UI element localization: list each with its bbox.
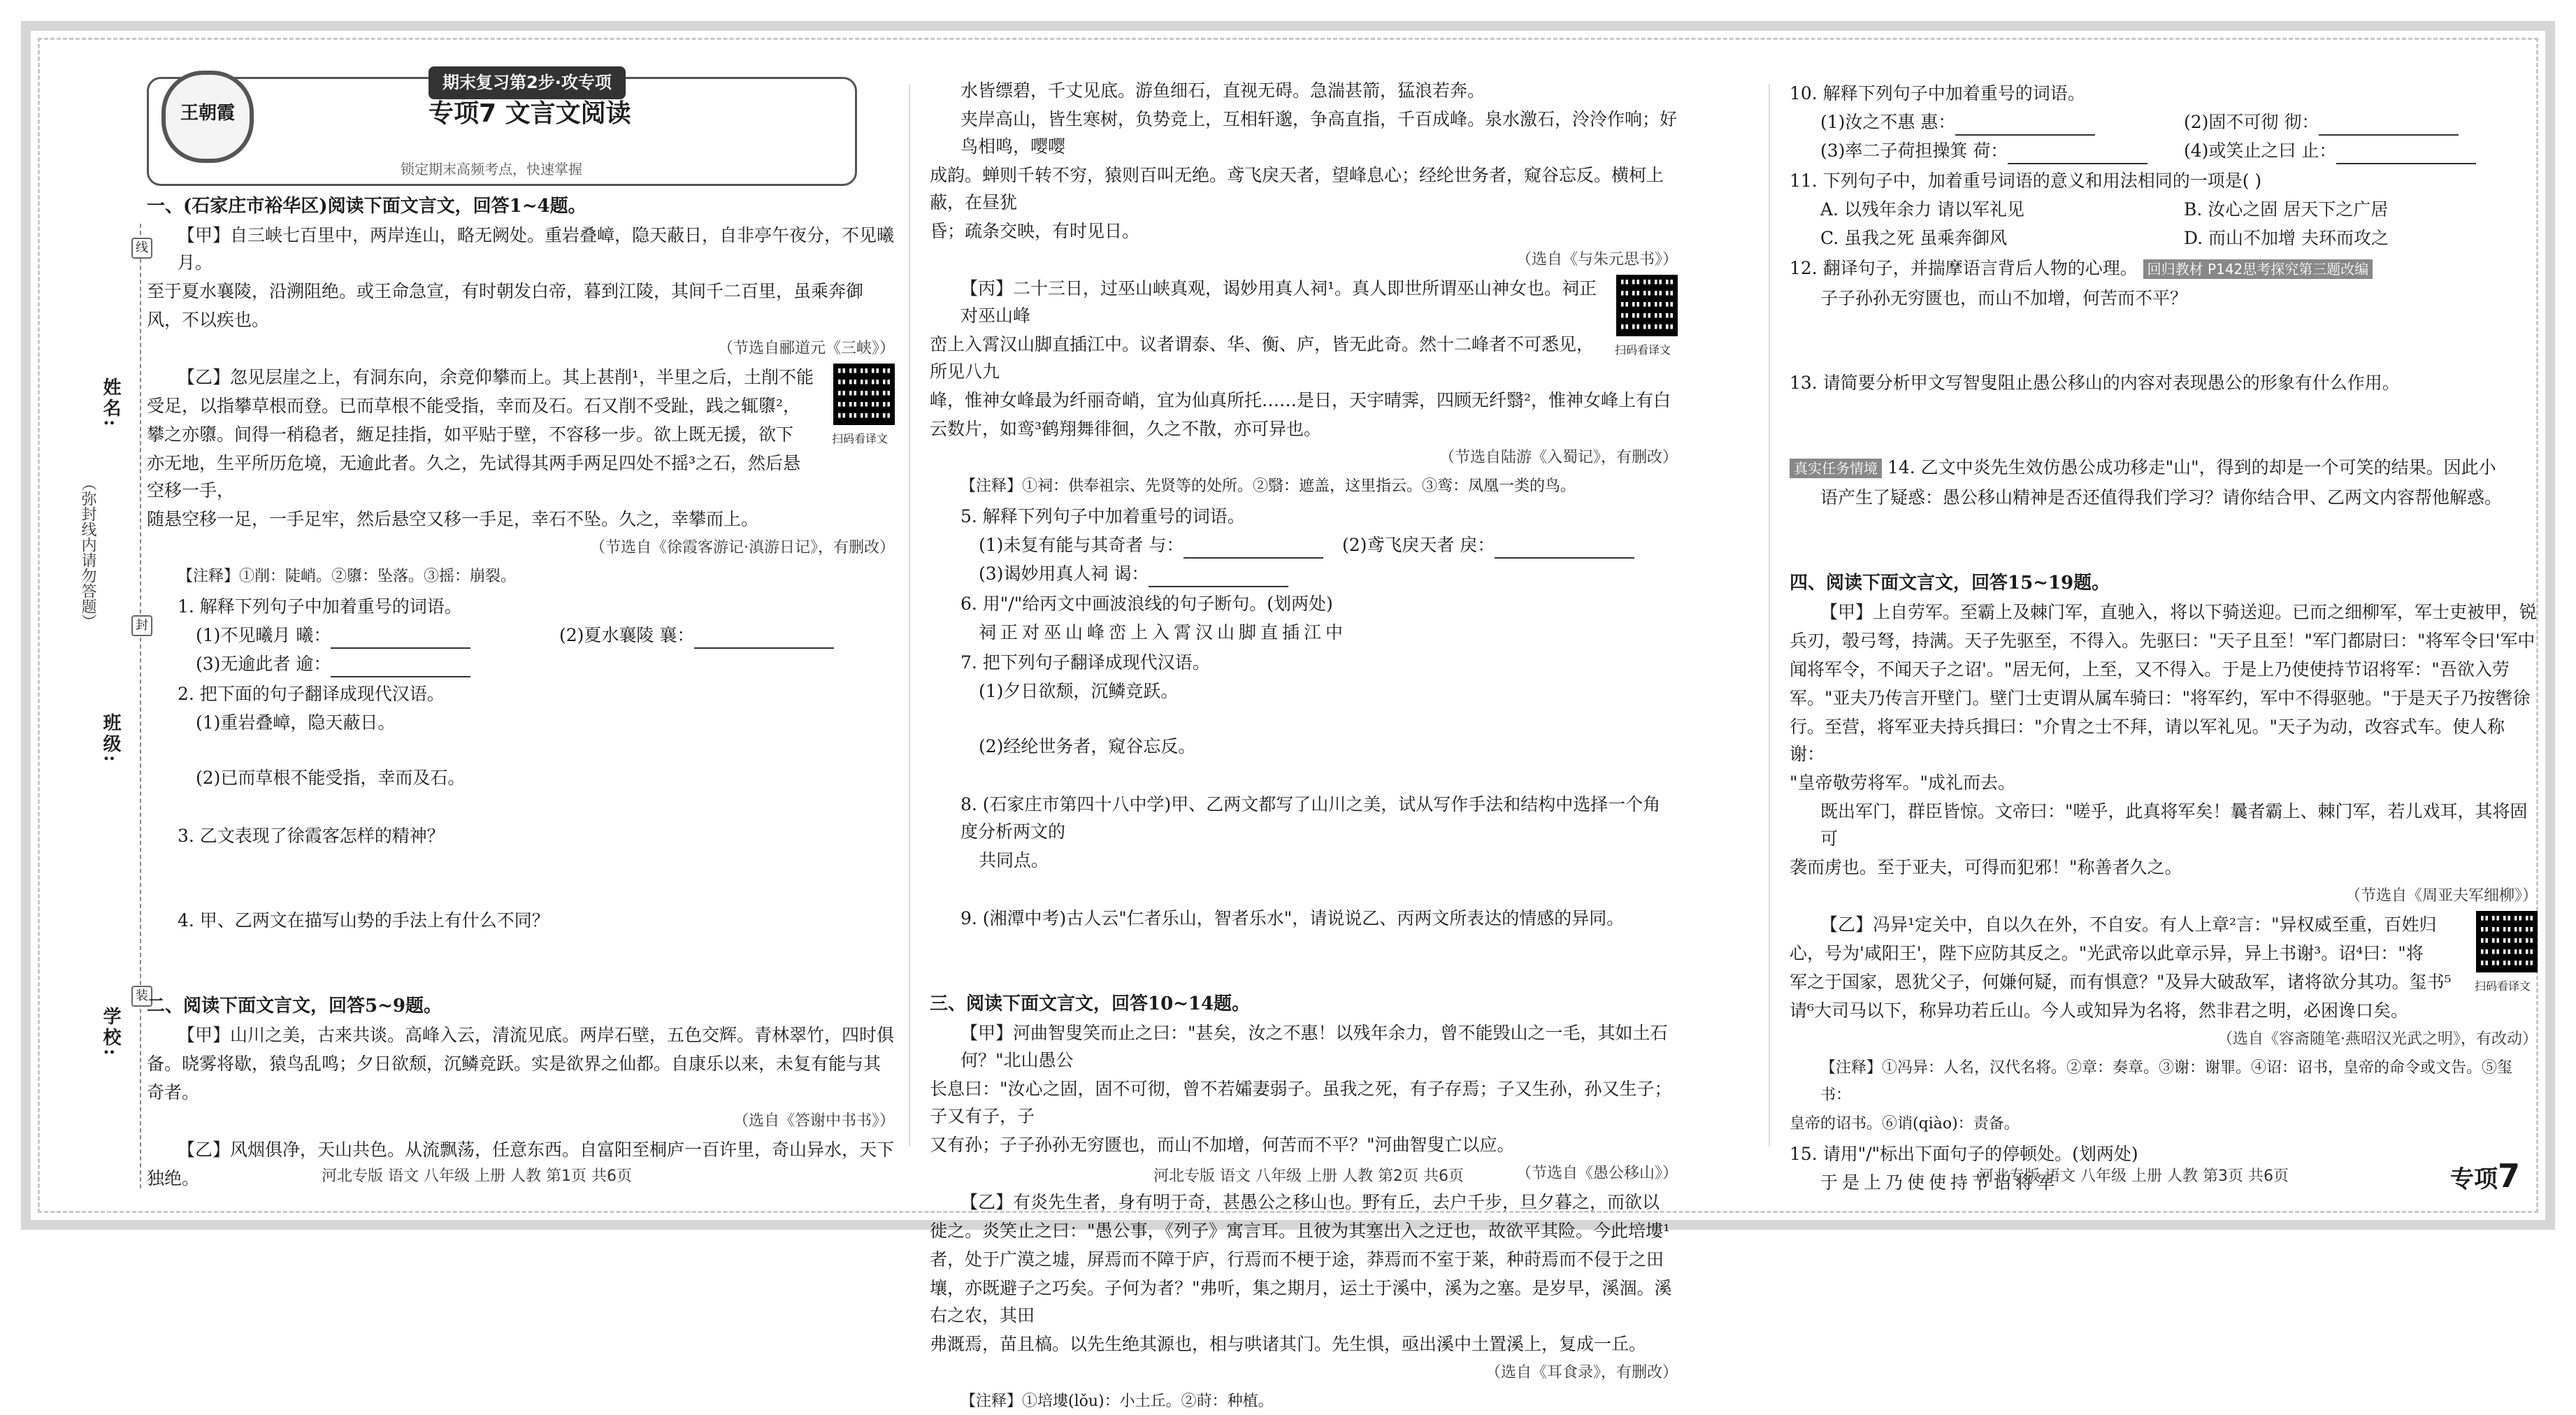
qr-code-block[interactable] (2468, 911, 2538, 1000)
passage-line: 成韵。蝉则千转不穷，猿则百叫无绝。鸢飞戾天者，望峰息心；经纶世务者，窥谷忘反。横柯上蔽，在昼犹 (930, 165, 1664, 213)
passage-line: 壤，亦既避子之巧矣。子何为者？"弗听，集之期月，运土于溪中，溪为之塞。是岁早，溪涸。溪右之农，其田 (930, 1278, 1672, 1326)
source-citation: （选自《耳食录》，有删改） (1485, 1364, 1678, 1381)
question-item: 祠正对巫山峰峦上入霄汉山脚直插江中 (979, 622, 1348, 642)
answer-field: (2)固不可彻 彻： (2184, 112, 2459, 132)
school-label: 学校: (100, 1007, 121, 1058)
answer-space[interactable] (147, 793, 895, 819)
question: 共同点。 (979, 850, 1049, 870)
source-citation: （选自《容斋随笔·燕昭汉光武之明》，有改动） (2217, 1030, 2538, 1048)
passage-line: 【乙】冯异¹定关中，自以久在外，不自安。有人上章²言："异权威至重，百姓归 (1820, 914, 2437, 935)
passage-line: 请⁶大司马以下，称异功若丘山。今人或知异为名将，然非君之明，必困谗口矣。 (1790, 1000, 2409, 1021)
source-citation: （节选自郦道元《三峡》） (717, 340, 895, 357)
passage-line: 风，不以疾也。 (147, 310, 270, 330)
page-footer: 河北专版 语文 八年级 上册 人教 第1页 共6页 (322, 1168, 632, 1185)
column-divider (909, 84, 910, 1147)
question: 1. 解释下列句子中加着重号的词语。 (178, 596, 462, 617)
choice-c[interactable]: C. 虽我之死 虽乘奔御风 (1820, 228, 2008, 248)
section-badge (2450, 1157, 2520, 1195)
question: 9. (湘潭中考)古人云"仁者乐山，智者乐水"，请说说乙、丙两文所表达的情感的异同。 (960, 908, 1625, 928)
question: 4. 甲、乙两文在描写山势的手法上有什么不同？ (178, 910, 549, 931)
passage-line: 云数片，如鸾³鹤翔舞徘徊，久之不散，亦可异也。 (930, 419, 1322, 439)
question-item (1790, 108, 2538, 136)
line-mark: 线 (131, 238, 152, 259)
passage-line: 徙之。炎笑止之曰："愚公事，《列子》寓言耳。且彼为其塞出入之迂也，故欲平其险。今此培塿¹ (930, 1221, 1671, 1241)
annotation-note: 【注释】①削：陡峭。②隳：坠落。③摇：崩裂。 (178, 568, 517, 585)
page-footer: 河北专版 语文 八年级 上册 人教 第2页 共6页 (1153, 1168, 1464, 1185)
choice-row (1790, 224, 2538, 252)
passage-line: 攀之亦隳。间得一稍稳者，緪足挂指，如平贴于壁，不容移一步。欲上既无援，欲下 (147, 424, 794, 445)
passage-line: 独绝。 (147, 1168, 200, 1188)
question-item (930, 531, 1678, 559)
passage-line: 弗溉焉，苗且槁。以先生绝其源也，相与哄诸其门。先生惧，亟出溪中土置溪上，复成一丘。 (930, 1334, 1647, 1354)
section-badge-number: 7 (2498, 1157, 2521, 1195)
passage-line: 又有孙；子子孙孙无穷匮也，而山不加增，何苦而不平？"河曲智叟亡以应。 (930, 1135, 1515, 1155)
question: 13. 请简要分析甲文写智叟阻止愚公移山的内容对表现愚公的形象有什么作用。 (1790, 373, 2400, 393)
answer-space[interactable] (930, 933, 1678, 986)
name-label: 姓名: (100, 378, 121, 429)
question-item: 子子孙孙无穷匮也，而山不加增，何苦而不平？ (1820, 288, 2188, 308)
passage-line: 【丙】二十三日，过巫山峡真观，谒妙用真人祠¹。真人即世所谓巫山神女也。祠正对巫山峰 (960, 278, 1597, 326)
passage-line: 奇者。 (147, 1082, 200, 1102)
answer-field: (3)率二子荷担操箕 荷： (1820, 137, 2184, 164)
question: 15. 请用"/"标出下面句子的停顿处。(划两处) (1790, 1144, 2138, 1164)
binding-margin (35, 84, 148, 1202)
question: 11. 下列句子中，加着重号词语的意义和用法相同的一项是( ) (1790, 171, 2262, 191)
answer-space[interactable] (147, 935, 895, 989)
page-footer: 河北专版 语文 八年级 上册 人教 第3页 共6页 (1978, 1168, 2289, 1185)
answer-space[interactable] (930, 875, 1678, 902)
section-heading: 一、(石家庄市裕华区)阅读下面文言文，回答1~4题。 (147, 196, 587, 217)
answer-space[interactable] (930, 706, 1678, 733)
question-item: (2)已而草根不能受指，幸而及石。 (196, 768, 466, 788)
seal-line (140, 224, 141, 1188)
qr-code-icon[interactable] (2476, 911, 2538, 972)
passage-line: 至于夏水襄陵，沿溯阻绝。或王命急宣，有时朝发白帝，暮到江陵，其间千二百里，虽乘奔御 (147, 281, 864, 301)
class-label: 班级: (100, 713, 121, 765)
question: 3. 乙文表现了徐霞客怎样的精神？ (178, 826, 445, 846)
source-citation: （选自《与朱元思书》） (1516, 251, 1678, 268)
question-item: (1)夕日欲颓，沉鳞竞跃。 (979, 681, 1179, 701)
answer-field: (1)汝之不惠 惠： (1820, 108, 2184, 136)
answer-field: (1)未复有能与其奇者 与： (979, 531, 1342, 559)
answer-field: (2)夏水襄陵 襄： (559, 625, 834, 645)
question-item (1790, 137, 2538, 164)
answer-space[interactable] (147, 851, 895, 904)
question-item: 于是上乃使使持节诏将军 (1820, 1172, 2059, 1193)
source-citation: （节选自《周亚夫军细柳》） (2345, 887, 2538, 905)
answer-field: (2)鸢飞戾天者 戾： (1342, 535, 1634, 555)
choice-row (1790, 196, 2538, 223)
source-citation: （节选自陆游《入蜀记》，有删改） (1439, 449, 1678, 466)
annotation-note: 【注释】①冯异：人名，汉代名将。②章：奏章。③谢：谢罪。④诏：诏书，皇帝的命令或文告。⑤玺书： (1820, 1059, 2513, 1104)
passage-line: 【甲】自三峡七百里中，两岸连山，略无阙处。重岩叠嶂，隐天蔽日，自非亭午夜分，不见曦月。 (178, 225, 895, 273)
passage-line: 【乙】风烟俱净，天山共色。从流飘荡，任意东西。自富阳至桐庐一百许里，奇山异水，天下 (178, 1140, 895, 1160)
passage-line: 长息曰："汝心之固，固不可彻，曾不若孀妻弱子。虽我之死，有子存焉；子又生孙，孙又生子；子又有子，子 (930, 1079, 1672, 1126)
qr-code-icon[interactable] (1616, 275, 1678, 336)
annotation-note: 【注释】①培塿(lǒu)：小土丘。②莳：种植。 (960, 1393, 1274, 1410)
source-citation: （选自《答谢中书书》） (733, 1112, 895, 1130)
textbook-tag: 回归教材 P142思考探究第三题改编 (2143, 259, 2373, 279)
answer-field: (3)无逾此者 逾： (196, 654, 470, 674)
passage-line: "皇帝敬劳将军。"成礼而去。 (1790, 773, 2015, 793)
passage-line: 袭而虏也。至于亚夫，可得而犯邪！"称善者久之。 (1790, 857, 2182, 877)
question: 语产生了疑惑：愚公移山精神是否还值得我们学习？请你结合甲、乙两文内容帮他解惑。 (1820, 487, 2503, 508)
passage-line: 【乙】忽见层崖之上，有洞东向，余竞仰攀而上。其上甚削¹，半里之后，土削不能 (178, 367, 814, 387)
passage-line: 军之于国家，恩犹父子，何嫌何疑，而有惧意？"及异大破敌军，诸将欲分其功。玺书⁵ (1790, 972, 2452, 992)
qr-label: 扫码看译文 (2474, 979, 2531, 993)
question-item: (2)经纶世务者，窥谷忘反。 (979, 736, 1196, 756)
answer-space[interactable] (1790, 512, 2538, 566)
question: 8. (石家庄市第四十八中学)甲、乙两文都写了山川之美，试从写作手法和结构中选择一个角度分析两文的 (960, 794, 1661, 842)
question-item (930, 560, 1678, 587)
section-heading: 三、阅读下面文言文，回答10~14题。 (930, 993, 1251, 1014)
section-header (147, 73, 857, 186)
answer-field: (1)不见曦月 曦： (196, 622, 559, 649)
passage-line: 峦上入霄汉山脚直插江中。议者谓泰、华、衡、庐，皆无此奇。然十二峰者不可悉见，所见八九 (930, 334, 1595, 382)
column-divider (1769, 84, 1770, 1147)
question-item: (1)重岩叠嶂，隐天蔽日。 (196, 712, 396, 733)
qr-label: 扫码看译文 (1614, 343, 1671, 357)
question: 5. 解释下列句子中加着重号的词语。 (960, 506, 1245, 526)
qr-code-block[interactable] (1608, 275, 1678, 364)
passage-line: 【甲】上自劳军。至霸上及棘门军，直驰入，将以下骑送迎。已而之细柳军，军士吏被甲，锐 (1820, 602, 2538, 622)
question (1790, 254, 2538, 283)
section-badge-label: 专项 (2450, 1165, 2498, 1193)
question-text: 12. 翻译句子，并揣摩语言背后人物的心理。 (1790, 258, 2138, 278)
passage-line: 【甲】山川之美，古来共谈。高峰入云，清流见底。两岸石壁，五色交辉。青林翠竹，四时俱 (178, 1025, 895, 1045)
question: 2. 把下面的句子翻译成现代汉语。 (178, 684, 445, 704)
answer-field: (4)或笑止之曰 止： (2184, 141, 2476, 161)
passage-line: 军。"亚夫乃传言开壁门。壁门士吏谓从属车骑曰："将军约，军中不得驱驰。"于是天子乃按辔徐 (1790, 688, 2531, 708)
answer-space[interactable] (147, 738, 895, 764)
question-item (147, 622, 895, 649)
passage-line: 水皆缥碧，千丈见底。游鱼细石，直视无碍。急湍甚箭，猛浪若奔。 (960, 80, 1485, 101)
source-citation: （节选自《徐霞客游记·滇游日记》，有删改） (590, 539, 895, 556)
answer-space[interactable] (1790, 313, 2538, 366)
section-heading: 二、阅读下面文言文，回答5~9题。 (147, 996, 442, 1017)
question-text: 14. 乙文中炎先生效仿愚公成功移走"山"，得到的却是一个可笑的结果。因此小 (1887, 457, 2496, 477)
choice-d[interactable]: D. 而山不加增 夫环而攻之 (2184, 228, 2389, 248)
passage-line: 亦无地，生平所历危境，无逾此者。久之，先试得其两手两足四处不摇³之石，然后悬空移一手， (147, 453, 801, 501)
question: 10. 解释下列句子中加着重号的词语。 (1790, 83, 2085, 103)
question (1790, 454, 2538, 482)
passage-line: 备。晓雾将歇，猿鸟乱鸣；夕日欲颓，沉鳞竞跃。实是欲界之仙都。自康乐以来，未复有能与其 (147, 1054, 882, 1074)
bind-mark: 装 (131, 986, 152, 1007)
task-tag: 真实任务情境 (1790, 459, 1882, 478)
review-tag: 期末复习第2步·攻专项 (429, 66, 626, 99)
passage-line: 心，号为'咸阳王'，陛下应防其反之。"光武帝以此章示异，异上书谢³。诏⁴曰："将 (1790, 943, 2424, 963)
annotation-note: 【注释】①祠：供奉祖宗、先贤等的处所。②翳：遮盖，这里指云。③鸾：凤凰一类的鸟。 (960, 477, 1576, 495)
page-subtitle: 锁定期末高频考点，快速掌握 (401, 161, 582, 178)
qr-code-block[interactable] (825, 364, 895, 452)
passage-line: 【乙】有炎先生者，身有明于奇，甚愚公之移山也。野有丘，去户千步，旦夕暮之，而欲以 (960, 1192, 1660, 1212)
passage-line: 昏；疏条交映，有时见日。 (930, 221, 1140, 241)
annotation-note: 皇帝的诏书。⑥诮(qiào)：责备。 (1790, 1115, 2020, 1133)
qr-label: 扫码看译文 (831, 432, 888, 445)
passage-line: 【甲】河曲智叟笑而止之曰："甚矣，汝之不惠！以残年余力，曾不能毁山之一毛，其如土石何？"北山愚公 (960, 1023, 1668, 1070)
seal-mark: 封 (131, 615, 152, 636)
qr-code-icon[interactable] (833, 364, 895, 425)
brand-logo: 王朝霞 (161, 71, 254, 163)
answer-space[interactable] (930, 761, 1678, 788)
question: 6. 用"/"给丙文中画波浪线的句子断句。(划两处) (960, 594, 1333, 614)
question: 7. 把下列句子翻译成现代汉语。 (960, 652, 1210, 673)
passage-line: 受足，以指攀草根而登。已而草根不能受指，幸而及石。石又削不受趾，践之辄隳²， (147, 396, 801, 416)
source-citation: （节选自《愚公移山》） (1516, 1165, 1678, 1182)
choice-a[interactable]: A. 以残年余力 请以军礼见 (1820, 199, 2024, 220)
page-title: 专项7 文言文阅读 (429, 99, 631, 128)
choice-b[interactable]: B. 汝心之固 居天下之广居 (2184, 199, 2389, 220)
passage-line: 兵刃，彀弓弩，持满。天子先驱至，不得入。先驱曰："天子且至！"军门都尉曰："将军令曰'军中 (1790, 631, 2535, 651)
answer-field: (3)谒妙用真人祠 谒： (979, 563, 1288, 584)
passage-line: 者，处于广漠之墟，屏焉而不障于庐，行焉而不梗于途，莽焉而不室于莱，种莳焉而不侵于之田 (930, 1249, 1664, 1270)
passage-line: 峰，惟神女峰最为纤丽奇峭，宜为仙真所托……是日，天宇晴霁，四顾无纤翳²，惟神女峰上有白 (930, 390, 1671, 410)
section-heading: 四、阅读下面文言文，回答15~19题。 (1790, 573, 2110, 594)
question-item (147, 650, 895, 677)
passage-line: 行。至营，将军亚夫持兵揖曰："介胄之士不拜，请以军礼见。"天子为动，改容式车。使人称谢： (1790, 717, 2505, 764)
passage-line: 既出军门，群臣皆惊。文帝曰："嗟乎，此真将军矣！曩者霸上、棘门军，若儿戏耳，其将固可 (1820, 801, 2528, 849)
passage-line: 随悬空移一足，一手足牢，然后悬空又移一手足，幸石不坠。久之，幸攀而上。 (147, 509, 759, 529)
passage-line: 闻将军令，不闻天子之诏'。"居无何，上至，又不得入。于是上乃使使持节诏将军："吾欲入劳 (1790, 659, 2510, 680)
seal-note: （弥封线内请勿答题） (79, 475, 96, 629)
passage-line: 夹岸高山，皆生寒树，负势竞上，互相轩邈，争高直指，千百成峰。泉水激石，泠泠作响；好鸟相鸣，嘤嘤 (960, 109, 1678, 157)
answer-space[interactable] (1790, 398, 2538, 451)
